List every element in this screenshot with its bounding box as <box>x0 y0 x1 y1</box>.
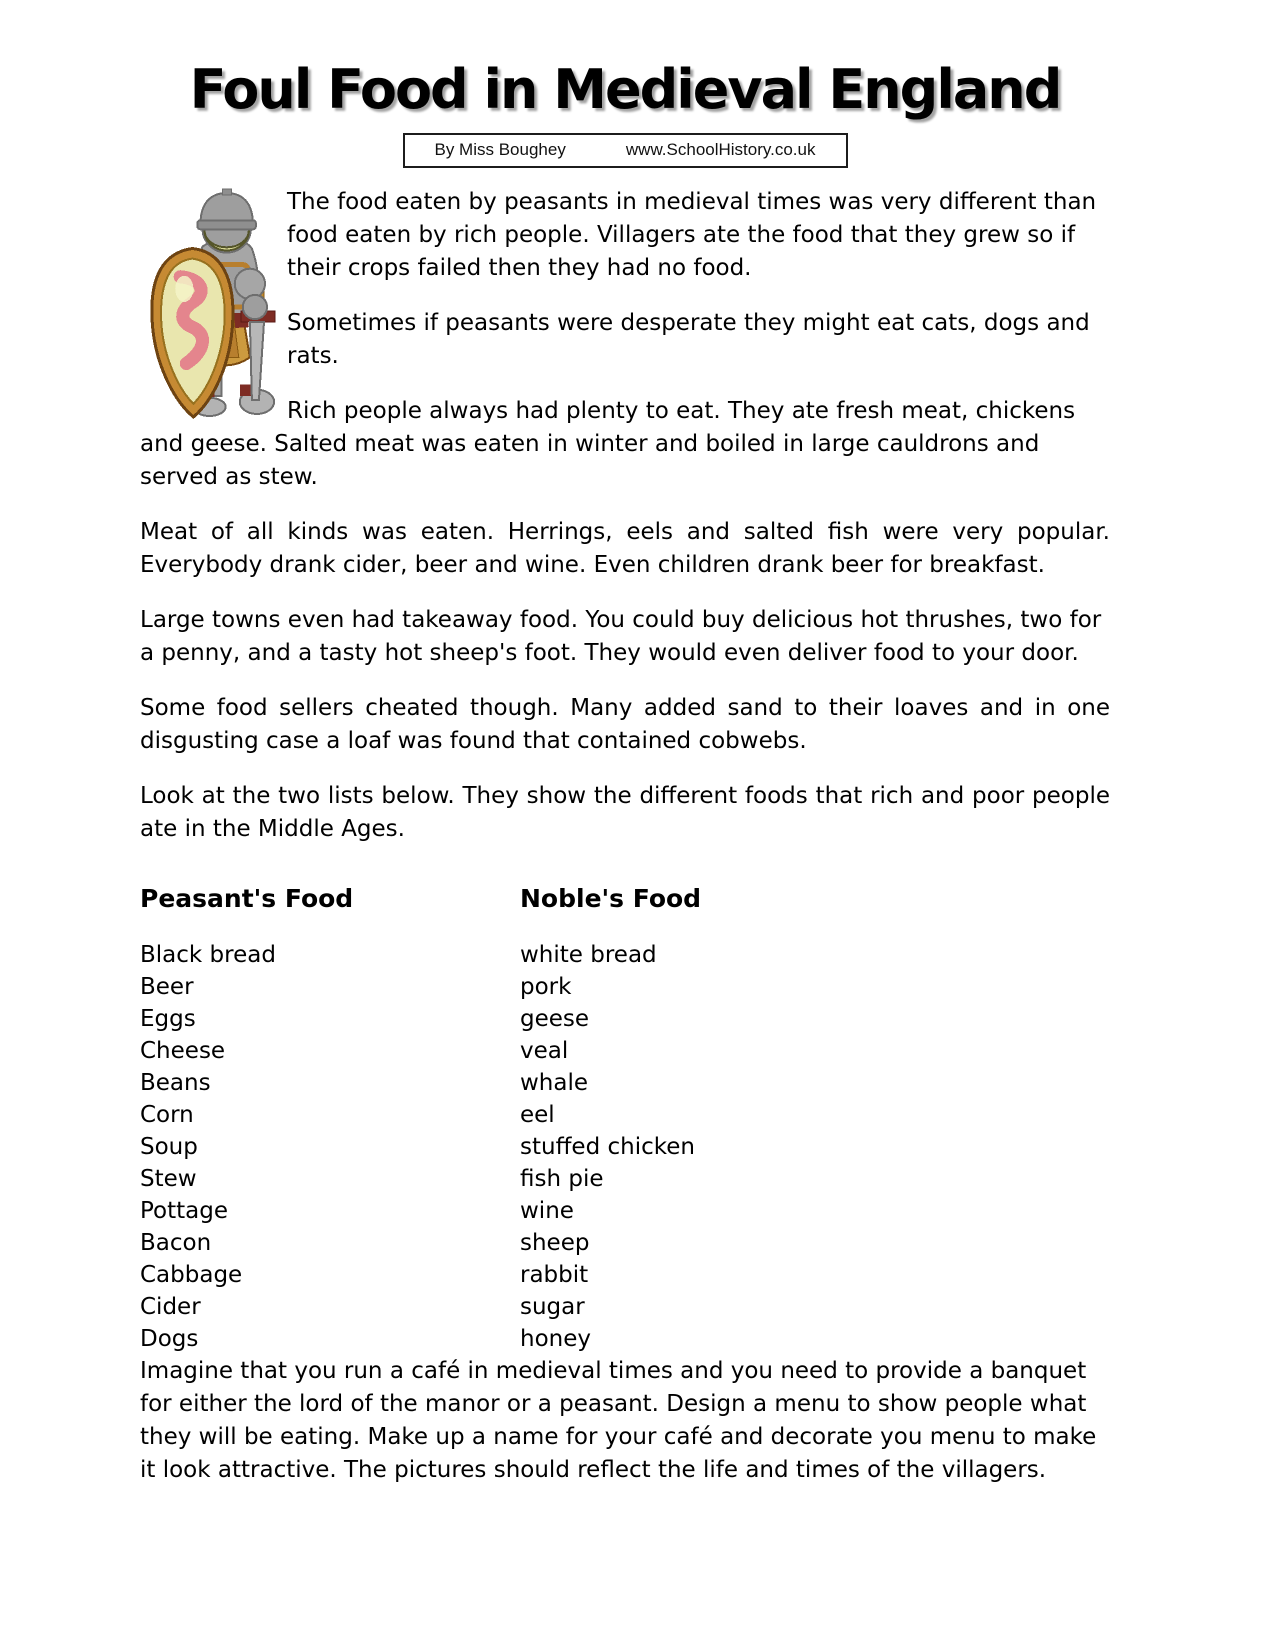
noble-food-item: sheep <box>520 1230 590 1256</box>
intro-paragraph-3: Rich people always had plenty to eat. They ate fresh meat, chickens and geese. Salted meat was eaten in winter and boiled in large cauldrons and served as stew. <box>140 398 1076 490</box>
peasant-food-item: Bacon <box>140 1230 212 1256</box>
peasant-food-item: Corn <box>140 1102 194 1128</box>
noble-food-column <box>520 882 1110 1355</box>
peasant-food-item: Eggs <box>140 1006 196 1032</box>
task-paragraph: Imagine that you run a café in medieval times and you need to provide a banquet for either the lord of the manor or a peasant. Design a menu to show people what they will be eating. Make up a name for your café and decorate you menu to make it look attractive. The pictures should reflect the life and times of the villagers. <box>140 1358 1097 1483</box>
noble-food-item: wine <box>520 1198 574 1224</box>
knight-icon <box>134 188 279 420</box>
knight-clipart-image <box>134 188 279 420</box>
noble-food-item: stuffed chicken <box>520 1134 695 1160</box>
peasant-food-item: Dogs <box>140 1326 199 1352</box>
peasant-food-item: Beans <box>140 1070 211 1096</box>
paragraph-lists-intro: Look at the two lists below. They show the different foods that rich and poor people ate in the Middle Ages. <box>140 783 1110 842</box>
peasant-food-list <box>140 939 520 1355</box>
peasant-food-item: Black bread <box>140 942 276 968</box>
byline-box <box>403 133 848 168</box>
noble-food-heading: Noble's Food <box>520 884 702 913</box>
peasant-food-item: Cabbage <box>140 1262 243 1288</box>
noble-food-item: pork <box>520 974 572 1000</box>
paragraph-meat: Meat of all kinds was eaten. Herrings, eels and salted fish were very popular. Everybody drank cider, beer and wine. Even children drank beer for breakfast. <box>140 519 1110 578</box>
peasant-food-item: Soup <box>140 1134 198 1160</box>
noble-food-item: rabbit <box>520 1262 589 1288</box>
intro-paragraph-2: Sometimes if peasants were desperate they might eat cats, dogs and rats. <box>287 310 1090 369</box>
noble-food-item: white bread <box>520 942 657 968</box>
byline-author: By Miss Boughey <box>434 140 566 159</box>
noble-food-item: veal <box>520 1038 569 1064</box>
peasant-food-item: Beer <box>140 974 194 1000</box>
noble-food-list <box>520 939 1110 1355</box>
page-title: Foul Food in Medieval England <box>189 58 1061 121</box>
peasant-food-item: Stew <box>140 1166 197 1192</box>
peasant-food-item: Pottage <box>140 1198 229 1224</box>
intro-section <box>140 186 1110 516</box>
noble-food-item: geese <box>520 1006 590 1032</box>
noble-food-item: honey <box>520 1326 591 1352</box>
peasant-food-heading: Peasant's Food <box>140 884 354 913</box>
noble-food-item: eel <box>520 1102 555 1128</box>
byline-website: www.SchoolHistory.co.uk <box>625 140 816 159</box>
food-lists-section <box>140 882 1110 1355</box>
noble-food-item: sugar <box>520 1294 585 1320</box>
paragraph-cheating: Some food sellers cheated though. Many added sand to their loaves and in one disgusting case a loaf was found that contained cobwebs. <box>140 695 1110 754</box>
noble-food-item: fish pie <box>520 1166 604 1192</box>
peasant-food-column <box>140 882 520 1355</box>
peasant-food-item: Cheese <box>140 1038 226 1064</box>
noble-food-item: whale <box>520 1070 589 1096</box>
paragraph-takeaway: Large towns even had takeaway food. You could buy delicious hot thrushes, two for a penny, and a tasty hot sheep's foot. They would even deliver food to your door. <box>140 607 1102 666</box>
intro-paragraph-1: The food eaten by peasants in medieval times was very different than food eaten by rich people. Villagers ate the food that they grew so if their crops failed then they had no food. <box>287 189 1097 281</box>
peasant-food-item: Cider <box>140 1294 201 1320</box>
